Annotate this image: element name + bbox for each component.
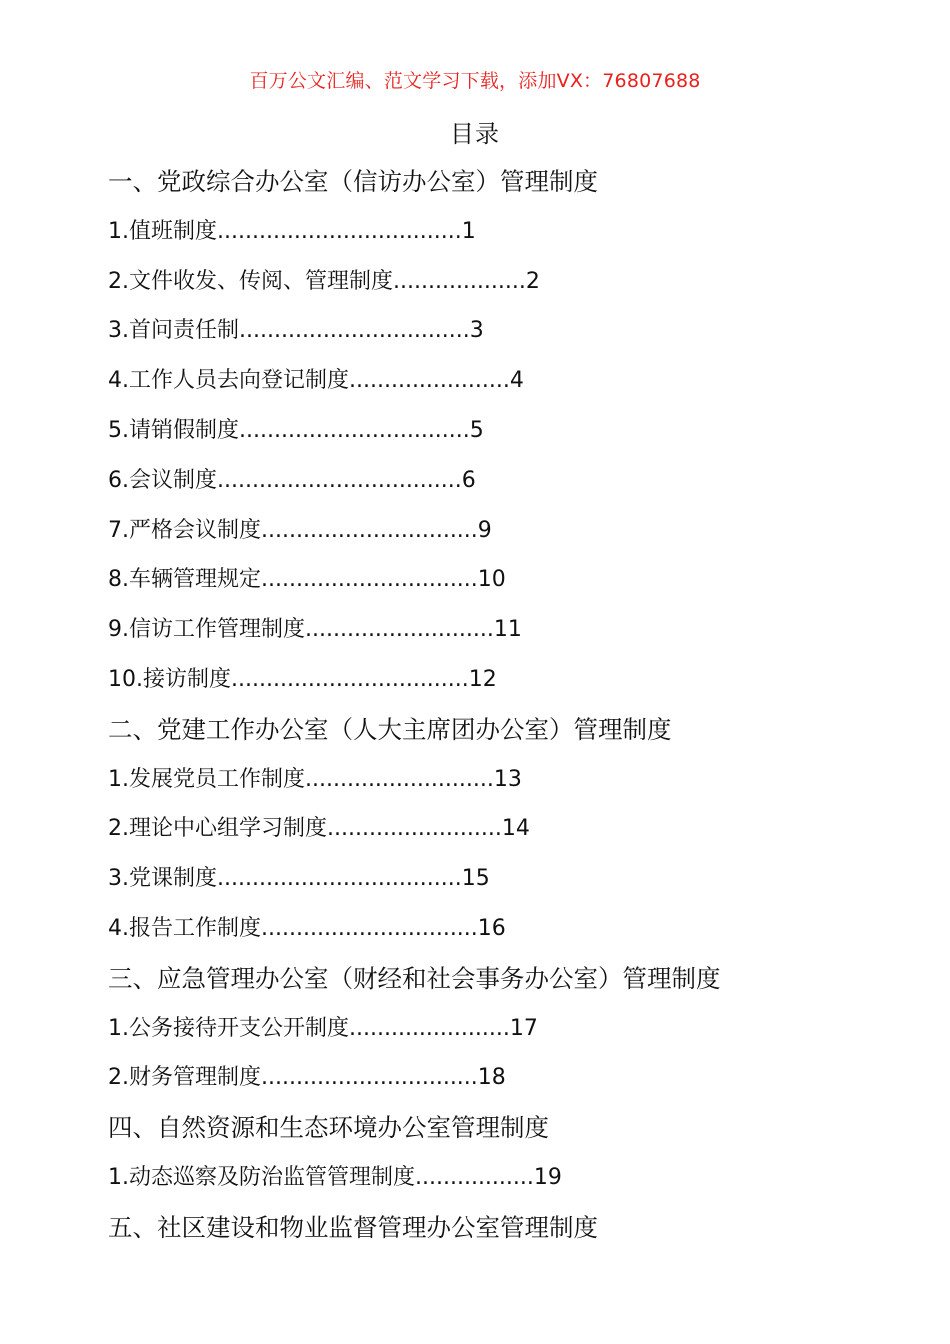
toc-entry-leader-dots: ............................... (261, 915, 478, 941)
toc-entry (108, 804, 868, 854)
toc-entry (108, 306, 868, 356)
toc-entry-label: 3.首问责任制 (108, 318, 239, 344)
toc-entry-label: 1.发展党员工作制度 (108, 766, 305, 792)
toc-entry-leader-dots: ........................... (305, 766, 494, 792)
toc-entry-leader-dots: ................................. (239, 318, 470, 344)
toc-entry-label: 4.报告工作制度 (108, 915, 261, 941)
toc-entry-leader-dots: ....................... (349, 368, 510, 394)
toc-entry-page-number: 4 (509, 368, 524, 394)
toc-section-heading: 四、自然资源和生态环境办公室管理制度 (108, 1113, 549, 1143)
toc-entry-page-number: 12 (468, 666, 497, 692)
toc-entry (108, 257, 868, 307)
toc-entry-page-number: 5 (469, 417, 484, 443)
toc-entry (108, 755, 868, 805)
toc-section-heading: 三、应急管理办公室（财经和社会事务办公室）管理制度 (108, 963, 721, 993)
toc-entry-page-number: 13 (493, 766, 522, 792)
toc-entry-label: 1.动态巡察及防治监管管理制度 (108, 1164, 415, 1190)
toc-entry-leader-dots: ................................... (217, 218, 462, 244)
toc-entry-leader-dots: ................... (393, 268, 526, 294)
toc-entry-page-number: 9 (477, 517, 492, 543)
toc-entry-leader-dots: ............................... (261, 1065, 478, 1091)
toc-entry (108, 655, 868, 705)
toc-entry-leader-dots: ............................... (261, 517, 478, 543)
toc-entry-page-number: 1 (461, 218, 476, 244)
toc-entry-label: 8.车辆管理规定 (108, 567, 261, 593)
toc-entry-label: 5.请销假制度 (108, 417, 239, 443)
toc-entry (108, 555, 868, 605)
toc-entry-leader-dots: ....................... (349, 1015, 510, 1041)
toc-entry-leader-dots: ................................... (217, 467, 462, 493)
header-note: 百万公文汇编、范文学习下载，添加VX：76807688 (249, 70, 701, 92)
toc-entry-page-number: 16 (477, 915, 506, 941)
toc-entry-leader-dots: ........................... (305, 617, 494, 643)
toc-entry-label: 1.公务接待开支公开制度 (108, 1015, 349, 1041)
toc-entry-leader-dots: ......................... (327, 816, 502, 842)
toc-entry (108, 1053, 868, 1103)
toc-entry-label: 9.信访工作管理制度 (108, 617, 305, 643)
toc-entry-leader-dots: ................................. (239, 417, 470, 443)
toc-entry (108, 506, 868, 556)
toc-section-heading: 二、党建工作办公室（人大主席团办公室）管理制度 (108, 714, 672, 744)
toc-entry-label: 10.接访制度 (108, 666, 231, 692)
toc-entry-label: 4.工作人员去向登记制度 (108, 368, 349, 394)
toc-entry-label: 1.值班制度 (108, 218, 217, 244)
toc-entry (108, 904, 868, 954)
toc-entry-page-number: 3 (469, 318, 484, 344)
toc-entry (108, 207, 868, 257)
toc-entry-page-number: 19 (533, 1164, 562, 1190)
toc-entry (108, 456, 868, 506)
toc-entry-label: 2.财务管理制度 (108, 1065, 261, 1091)
toc-entry-page-number: 10 (477, 567, 506, 593)
toc-entry-page-number: 17 (509, 1015, 538, 1041)
table-of-contents (108, 157, 868, 1253)
toc-entry-label: 3.党课制度 (108, 866, 217, 892)
toc-entry-page-number: 18 (477, 1065, 506, 1091)
toc-section-heading: 五、社区建设和物业监督管理办公室管理制度 (108, 1212, 598, 1242)
toc-entry-label: 6.会议制度 (108, 467, 217, 493)
toc-entry (108, 1153, 868, 1203)
toc-entry (108, 854, 868, 904)
toc-entry-page-number: 2 (525, 268, 540, 294)
toc-entry-page-number: 11 (493, 617, 522, 643)
toc-entry (108, 356, 868, 406)
toc-entry (108, 605, 868, 655)
toc-entry-leader-dots: ................. (415, 1164, 534, 1190)
toc-entry-leader-dots: .................................. (231, 666, 469, 692)
toc-entry-leader-dots: ................................... (217, 866, 462, 892)
toc-entry-label: 7.严格会议制度 (108, 517, 261, 543)
toc-entry-page-number: 14 (501, 816, 530, 842)
toc-title: 目录 (450, 120, 500, 148)
toc-entry-page-number: 15 (461, 866, 490, 892)
toc-entry-page-number: 6 (461, 467, 476, 493)
toc-section-heading: 一、党政综合办公室（信访办公室）管理制度 (108, 167, 598, 196)
toc-entry-label: 2.理论中心组学习制度 (108, 816, 327, 842)
toc-entry (108, 406, 868, 456)
toc-entry-leader-dots: ............................... (261, 567, 478, 593)
toc-entry-label: 2.文件收发、传阅、管理制度 (108, 268, 393, 294)
toc-entry (108, 1004, 868, 1054)
